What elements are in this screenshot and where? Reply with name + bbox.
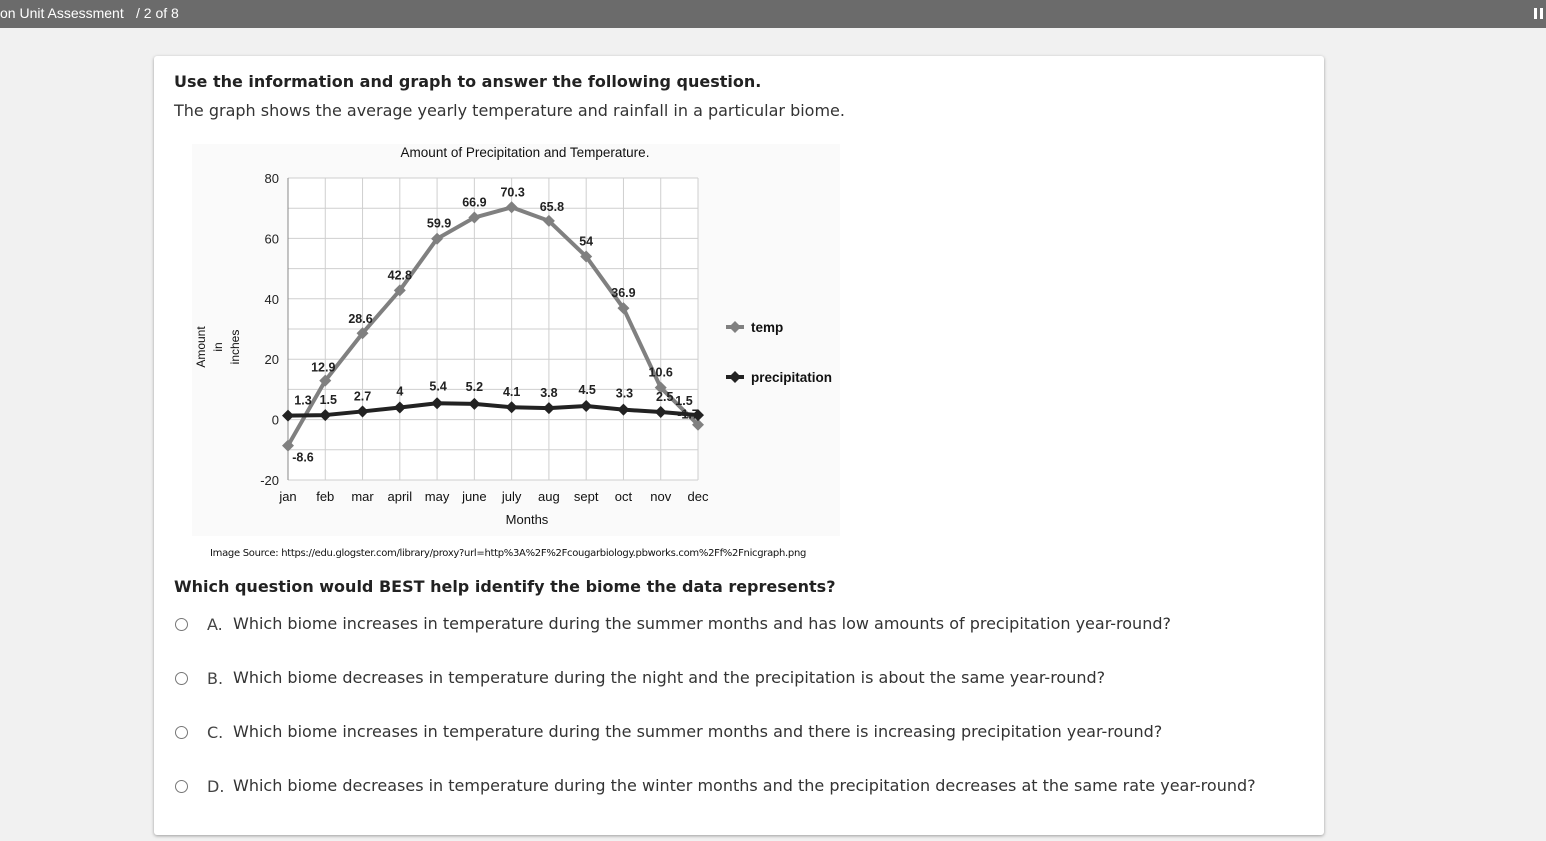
data-label-precipitation: 4.5 — [578, 383, 596, 398]
x-tick-label: nov — [650, 489, 672, 504]
data-label-precipitation: 1.5 — [319, 393, 337, 408]
question-card — [154, 56, 1324, 835]
data-label-precipitation: 3.3 — [615, 386, 634, 401]
x-tick-label: mar — [351, 489, 374, 504]
y-tick-label: 80 — [264, 171, 279, 186]
choice-text: Which biome decreases in temperature during the night and the precipitation is about the same year-round? — [233, 668, 1106, 687]
top-bar — [0, 0, 1546, 28]
radio-button-d[interactable] — [175, 780, 188, 793]
x-tick-label: may — [424, 489, 450, 504]
data-label-temp: 10.6 — [648, 365, 673, 380]
question-prompt: Which question would BEST help identify the biome the data represents? — [174, 577, 836, 596]
x-tick-label: july — [501, 489, 522, 504]
x-tick-label: feb — [316, 489, 335, 504]
data-label-precipitation: 2.7 — [353, 389, 372, 404]
y-axis-label-line-3: inches — [228, 329, 242, 365]
pause-icon[interactable] — [1534, 8, 1544, 19]
choice-text: Which biome increases in temperature during the summer months and has low amounts of precipitation year-round? — [233, 614, 1171, 633]
instructions-heading: Use the information and graph to answer the following question. — [174, 72, 762, 91]
data-label-precipitation: 4.1 — [502, 385, 521, 400]
x-tick-label: sept — [573, 489, 599, 504]
choice-text: Which biome decreases in temperature during the winter months and the precipitation decreases at the same rate year-round? — [233, 776, 1256, 795]
data-label-temp: 70.3 — [500, 185, 525, 200]
legend-label-precipitation: precipitation — [751, 370, 833, 385]
page-counter: / 2 of 8 — [136, 5, 179, 21]
x-tick-label: aug — [538, 489, 560, 504]
y-axis-label-line-2: in — [211, 342, 225, 352]
data-label-temp: 42.8 — [387, 268, 412, 283]
choice-letter: A. — [207, 615, 223, 634]
radio-button-c[interactable] — [175, 726, 188, 739]
data-label-temp: 65.8 — [539, 199, 565, 214]
x-tick-label: dec — [687, 489, 709, 504]
choice-letter: B. — [207, 669, 224, 688]
data-label-precipitation: 5.2 — [465, 379, 484, 394]
y-tick-label: 0 — [271, 412, 279, 428]
data-label-temp: 28.6 — [348, 312, 373, 327]
choice-letter: C. — [207, 723, 224, 742]
data-label-precipitation: 2.5 — [656, 390, 674, 405]
data-label-precipitation: 5.4 — [429, 379, 447, 394]
data-label-temp: 59.9 — [426, 216, 452, 231]
x-tick-label: april — [387, 489, 413, 504]
question-stimulus: The graph shows the average yearly temperature and rainfall in a particular biome. — [174, 101, 845, 120]
image-source-credit: Image Source: https://edu.glogster.com/library/proxy?url=http%3A%2F%2Fcougarbiology.pbworks.com%2Ff%2Fnicgraph.png — [210, 548, 807, 559]
y-axis-label-line-1: Amount — [194, 326, 208, 368]
x-axis-label: Months — [505, 512, 549, 527]
radio-button-b[interactable] — [175, 672, 188, 685]
choice-letter: D. — [207, 777, 225, 796]
precipitation-temperature-chart — [192, 144, 840, 536]
data-label-precipitation: 3.8 — [540, 386, 558, 401]
data-label-precipitation: 1.3 — [294, 393, 312, 408]
y-tick-label: -20 — [260, 473, 279, 488]
chart-title: Amount of Precipitation and Temperature. — [400, 145, 650, 160]
data-label-temp: 66.9 — [462, 195, 487, 210]
y-tick-label: 40 — [264, 291, 279, 307]
x-tick-label: jan — [279, 489, 297, 504]
y-tick-label: 60 — [264, 231, 279, 247]
data-label-temp: -1.7 — [677, 407, 699, 422]
radio-button-a[interactable] — [175, 618, 188, 631]
data-label-temp: 54 — [579, 234, 594, 249]
y-tick-label: 20 — [264, 352, 279, 368]
x-tick-label: oct — [614, 489, 633, 504]
data-label-precipitation: 4 — [396, 384, 404, 399]
assessment-title: on Unit Assessment — [0, 5, 124, 21]
x-tick-label: june — [462, 489, 487, 504]
data-label-temp: 36.9 — [611, 286, 636, 301]
data-label-temp: 12.9 — [311, 360, 336, 375]
legend-label-temp: temp — [751, 320, 784, 335]
data-label-precipitation: 1.5 — [675, 394, 693, 409]
choice-text: Which biome increases in temperature during the summer months and there is increasing precipitation year-round? — [233, 722, 1163, 741]
data-label-temp: -8.6 — [292, 450, 314, 465]
